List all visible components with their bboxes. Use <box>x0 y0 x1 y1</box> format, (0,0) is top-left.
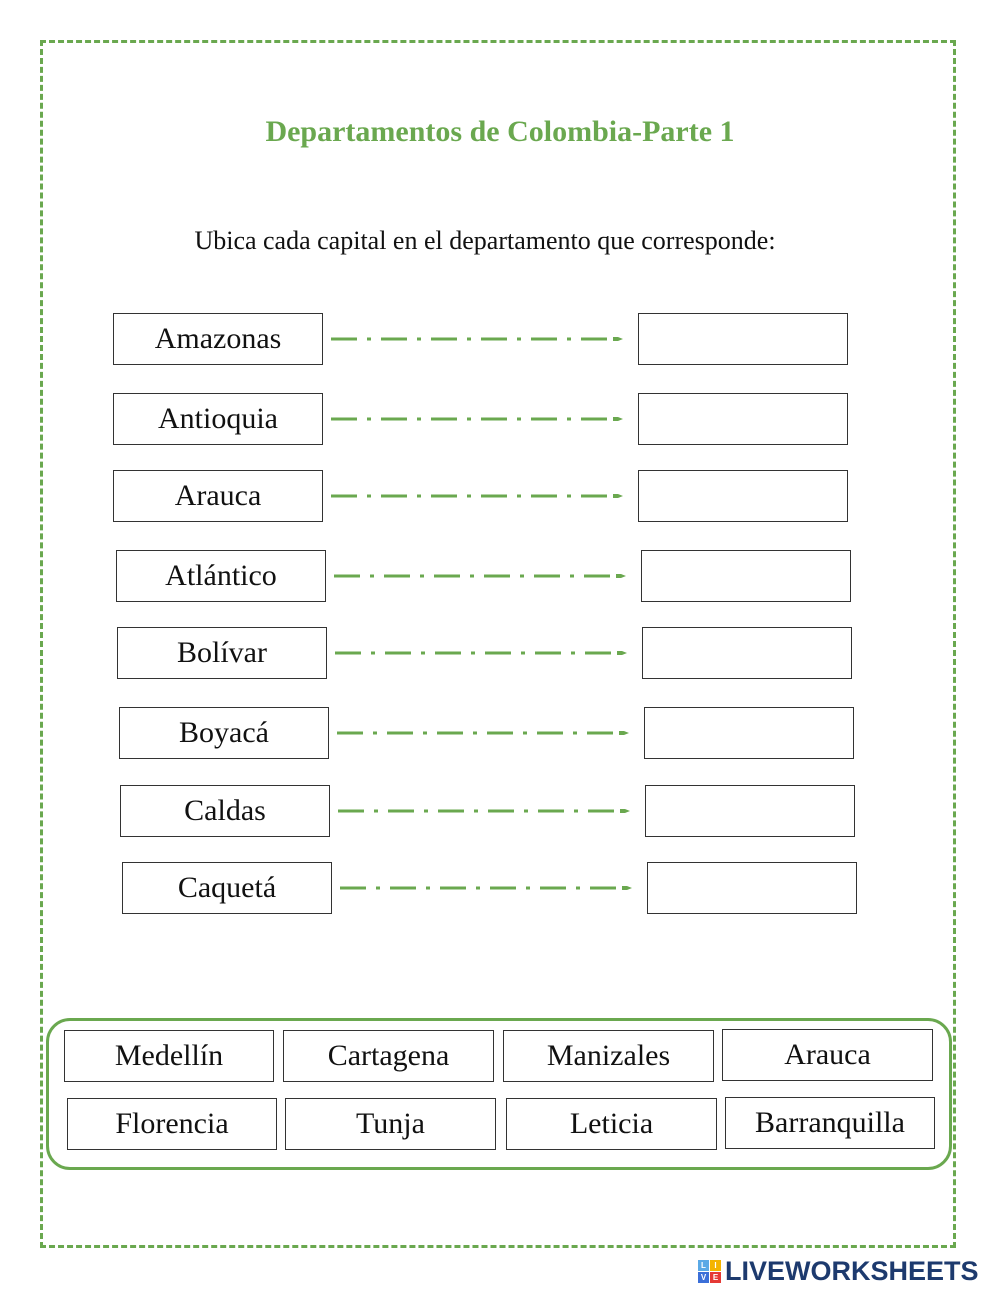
answer-drop-box[interactable] <box>638 393 848 445</box>
capital-chip[interactable]: Barranquilla <box>725 1097 935 1149</box>
capital-chip[interactable]: Tunja <box>285 1098 496 1150</box>
answer-drop-box[interactable] <box>638 470 848 522</box>
answer-drop-box[interactable] <box>641 550 851 602</box>
department-label: Atlántico <box>116 550 326 602</box>
capital-chip[interactable]: Arauca <box>722 1029 933 1081</box>
capital-chip[interactable]: Cartagena <box>283 1030 494 1082</box>
arrow-right-icon <box>338 809 630 813</box>
arrow-right-icon <box>331 494 623 498</box>
answer-drop-box[interactable] <box>644 707 854 759</box>
department-label: Boyacá <box>119 707 329 759</box>
department-label: Caquetá <box>122 862 332 914</box>
worksheet-title: Departamentos de Colombia-Parte 1 <box>265 115 735 148</box>
capital-chip[interactable]: Manizales <box>503 1030 714 1082</box>
answer-drop-box[interactable] <box>645 785 855 837</box>
answer-drop-box[interactable] <box>647 862 857 914</box>
live-logo-icon: L I V E <box>698 1260 721 1283</box>
answer-drop-box[interactable] <box>638 313 848 365</box>
answer-drop-box[interactable] <box>642 627 852 679</box>
capital-chip[interactable]: Leticia <box>506 1098 717 1150</box>
department-label: Arauca <box>113 470 323 522</box>
logo-text: LIVEWORKSHEETS <box>725 1256 979 1286</box>
liveworksheets-logo <box>698 1256 979 1287</box>
arrow-right-icon <box>334 574 626 578</box>
department-label: Antioquia <box>113 393 323 445</box>
capital-chip[interactable]: Florencia <box>67 1098 277 1150</box>
instruction-text: Ubica cada capital en el departamento que corresponde: <box>194 226 776 255</box>
department-label: Amazonas <box>113 313 323 365</box>
department-label: Caldas <box>120 785 330 837</box>
department-label: Bolívar <box>117 627 327 679</box>
arrow-right-icon <box>331 417 623 421</box>
arrow-right-icon <box>335 651 627 655</box>
arrow-right-icon <box>340 886 632 890</box>
arrow-right-icon <box>337 731 629 735</box>
arrow-right-icon <box>331 337 623 341</box>
capital-chip[interactable]: Medellín <box>64 1030 274 1082</box>
